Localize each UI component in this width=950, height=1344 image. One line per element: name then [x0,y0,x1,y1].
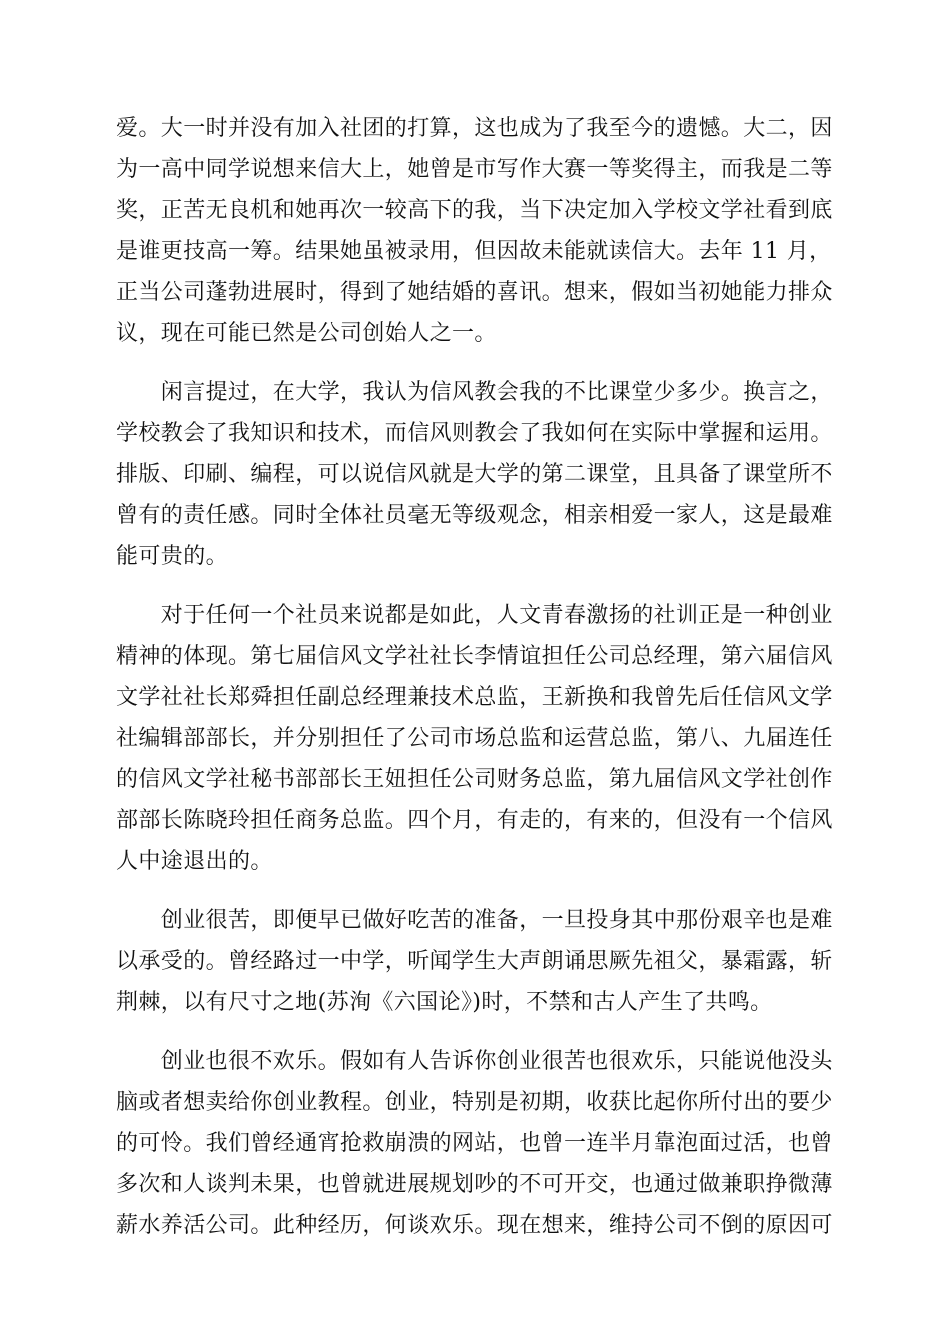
text-line: 创业很苦，即便早已做好吃苦的准备，一旦投身其中那份艰辛也是难 [116,908,833,933]
paragraph-1 [116,108,836,354]
text-line: 对于任何一个社员来说都是如此，人文青春激扬的社训正是一种创业 [116,603,833,628]
text-line: 闲言提过，在大学，我认为信风教会我的不比课堂少多少。换言之， [116,380,833,405]
paragraph-4 [116,900,836,1023]
body-text [116,108,836,1246]
text-line: 多次和人谈判未果，也曾就进展规划吵的不可开交，也通过做兼职挣微薄 [116,1172,833,1197]
paragraph-5 [116,1041,836,1246]
text-line: 是谁更技高一筹。结果她虽被录用，但因故未能就读信大。去年 11 月， [116,239,832,264]
text-line: 的信风文学社秘书部部长王妞担任公司财务总监，第九届信风文学社创作 [116,767,833,792]
text-line: 曾有的责任感。同时全体社员毫无等级观念，相亲相爱一家人，这是最难 [116,503,833,528]
text-line: 奖，正苦无良机和她再次一较高下的我，当下决定加入学校文学社看到底 [116,198,833,223]
text-line: 社编辑部部长，并分别担任了公司市场总监和运营总监，第八、九届连任 [116,726,833,751]
text-line: 脑或者想卖给你创业教程。创业，特别是初期，收获比起你所付出的要少 [116,1090,833,1115]
text-line: 为一高中同学说想来信大上，她曾是市写作大赛一等奖得主，而我是二等 [116,157,833,182]
text-line: 以承受的。曾经路过一中学，听闻学生大声朗诵思厥先祖父，暴霜露，斩 [116,949,833,974]
text-line: 议，现在可能已然是公司创始人之一。 [116,321,497,346]
text-line: 排版、印刷、编程，可以说信风就是大学的第二课堂，且具备了课堂所不 [116,462,833,487]
paragraph-3 [116,595,836,882]
text-line: 正当公司蓬勃进展时，得到了她结婚的喜讯。想来，假如当初她能力排众 [116,280,833,305]
text-line: 精神的体现。第七届信风文学社社长李情谊担任公司总经理，第六届信风 [116,644,833,669]
text-line: 创业也很不欢乐。假如有人告诉你创业很苦也很欢乐，只能说他没头 [116,1049,833,1074]
paragraph-2 [116,372,836,577]
text-line: 人中途退出的。 [116,849,273,874]
text-line: 学校教会了我知识和技术，而信风则教会了我如何在实际中掌握和运用。 [116,421,833,446]
text-line: 爱。大一时并没有加入社团的打算，这也成为了我至今的遗憾。大二，因 [116,116,833,141]
text-line: 的可怜。我们曾经通宵抢救崩溃的网站，也曾一连半月靠泡面过活，也曾 [116,1131,833,1156]
text-line: 部部长陈晓玲担任商务总监。四个月，有走的，有来的，但没有一个信风 [116,808,833,833]
text-line: 能可贵的。 [116,544,229,569]
text-line: 荆棘，以有尺寸之地(苏洵《六国论》)时，不禁和古人产生了共鸣。 [116,990,773,1015]
text-line: 文学社社长郑舜担任副总经理兼技术总监，王新换和我曾先后任信风文学 [116,685,833,710]
text-line: 薪水养活公司。此种经历，何谈欢乐。现在想来，维持公司不倒的原因可 [116,1213,833,1238]
